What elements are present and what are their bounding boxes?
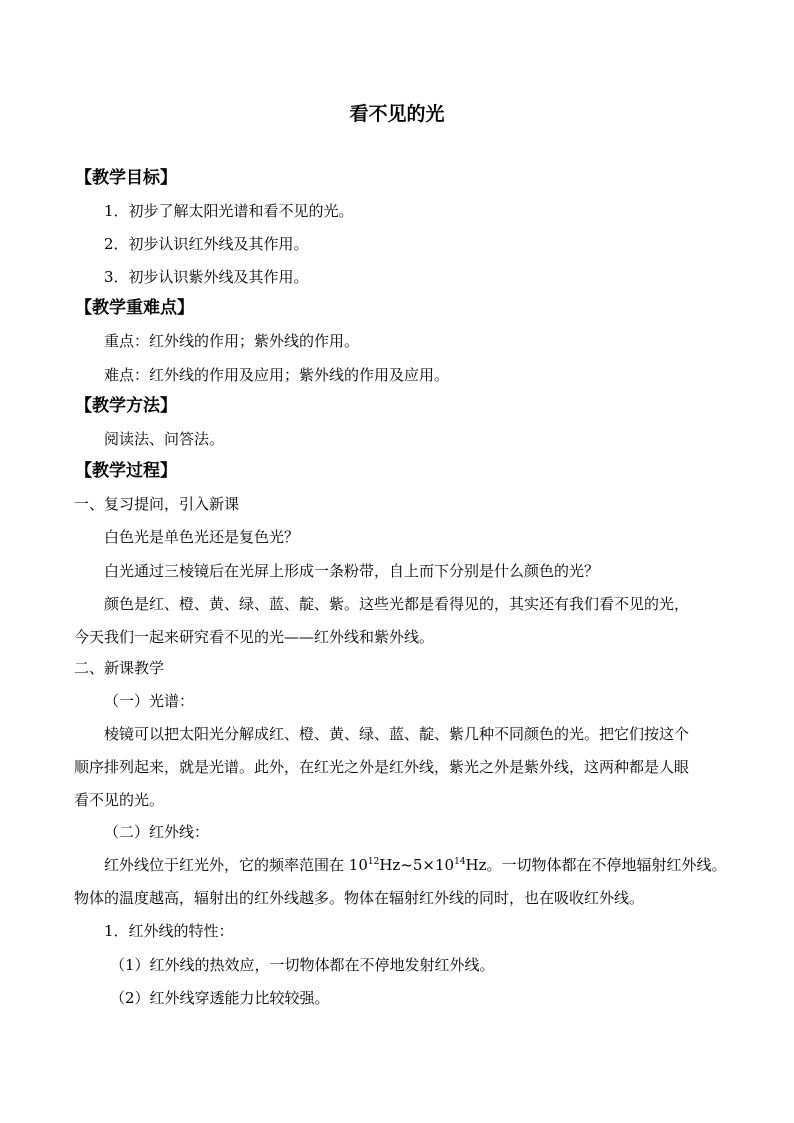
infrared-frequency-text-c: Hz。一切物体都在不停地辐射红外线。 <box>465 856 727 874</box>
part1-answer-line-2: 今天我们一起来研究看不见的光——红外线和紫外线。 <box>74 628 435 646</box>
part1-answer-line-1: 颜色是红、橙、黄、绿、蓝、靛、紫。这些光都是看得见的，其实还有我们看不见的光， <box>104 595 690 613</box>
key-points-heading: 【教学重难点】 <box>75 298 194 318</box>
methods-heading: 【教学方法】 <box>75 396 177 416</box>
part1-question-1: 白色光是单色光还是复色光？ <box>104 528 300 546</box>
infrared-frequency-text-a: 红外线位于红光外，它的频率范围在 10 <box>104 856 368 874</box>
method-item: 阅读法、问答法。 <box>104 430 225 448</box>
part1-question-2: 白光通过三棱镜后在光屏上形成一条粉带，自上而下分别是什么颜色的光？ <box>104 562 600 580</box>
goal-item-3: 3．初步认识紫外线及其作用。 <box>104 268 309 286</box>
infrared-feature-1: （1）红外线的热效应，一切物体都在不停地发射红外线。 <box>110 956 495 974</box>
goals-heading: 【教学目标】 <box>75 168 177 188</box>
spectrum-subtitle: （一）光谱： <box>104 692 195 710</box>
spectrum-line-3: 看不见的光。 <box>74 791 165 809</box>
goal-item-1: 1．初步了解太阳光谱和看不见的光。 <box>104 202 354 220</box>
infrared-subtitle: （二）红外线： <box>104 823 210 841</box>
key-point-difficulty: 难点：红外线的作用及应用；紫外线的作用及应用。 <box>104 366 450 384</box>
spectrum-line-2: 顺序排列起来，就是光谱。此外，在红光之外是红外线，紫光之外是紫外线，这两种都是人眼 <box>74 758 690 776</box>
infrared-frequency-text-b: Hz~5×10 <box>379 856 455 874</box>
infrared-line-2: 物体的温度越高，辐射出的红外线越多。物体在辐射红外线的同时，也在吸收红外线。 <box>74 889 645 907</box>
part1-title: 一、复习提问，引入新课 <box>74 495 240 513</box>
exponent-12: 12 <box>367 857 380 867</box>
process-heading: 【教学过程】 <box>75 461 177 481</box>
spectrum-line-1: 棱镜可以把太阳光分解成红、橙、黄、绿、蓝、靛、紫几种不同颜色的光。把它们按这个 <box>104 725 690 743</box>
goal-item-2: 2．初步认识红外线及其作用。 <box>104 235 309 253</box>
infrared-feature-2: （2）红外线穿透能力比较较强。 <box>110 989 330 1007</box>
infrared-frequency-line <box>104 855 727 875</box>
part2-title: 二、新课教学 <box>74 659 165 677</box>
document-title: 看不见的光 <box>349 103 445 125</box>
infrared-features-title: 1．红外线的特性： <box>104 922 234 940</box>
key-point-focus: 重点：红外线的作用；紫外线的作用。 <box>104 332 360 350</box>
exponent-14: 14 <box>454 857 466 867</box>
